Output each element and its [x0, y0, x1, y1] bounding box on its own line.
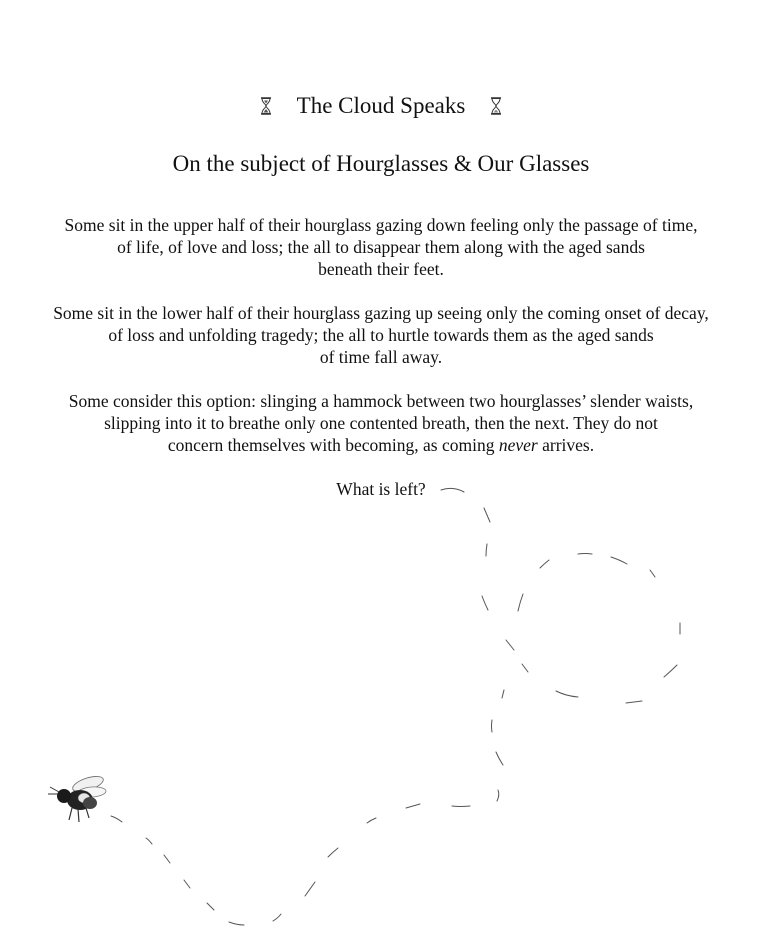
- poem-line: [0, 434, 762, 456]
- closing-question: What is left?: [336, 479, 426, 499]
- bumblebee-icon: [44, 770, 114, 828]
- poem-line: Some sit in the lower half of their hourglass gazing up seeing only the coming onset of decay,: [53, 303, 709, 323]
- page-title: The Cloud Speaks: [296, 93, 466, 118]
- poem-line: of loss and unfolding tragedy; the all to hurtle towards them as the aged sands: [108, 325, 654, 345]
- poem-line: beneath their feet.: [318, 259, 444, 279]
- poem-line: of life, of love and loss; the all to disappear them along with the aged sands: [117, 237, 645, 257]
- title-row: [0, 92, 762, 120]
- hourglass-icon: [259, 97, 273, 115]
- stanza-3: [0, 390, 762, 456]
- poem-line: Some consider this option: slinging a hammock between two hourglasses’ slender waists,: [68, 391, 694, 411]
- emphasis-text: never: [498, 435, 538, 455]
- poem: [0, 214, 762, 500]
- poem-line: of time fall away.: [319, 347, 443, 367]
- poem-text: concern themselves with becoming, as coming: [167, 435, 499, 455]
- hourglass-icon: [489, 97, 503, 115]
- stanza-1: [0, 214, 762, 280]
- poem-line: slipping into it to breathe only one contented breath, then the next. They do not: [104, 413, 658, 433]
- subtitle: On the subject of Hourglasses & Our Glasses: [172, 151, 590, 176]
- poem-line: Some sit in the upper half of their hourglass gazing down feeling only the passage of time,: [64, 215, 698, 235]
- poem-text: arrives.: [537, 435, 595, 455]
- stanza-2: [0, 302, 762, 368]
